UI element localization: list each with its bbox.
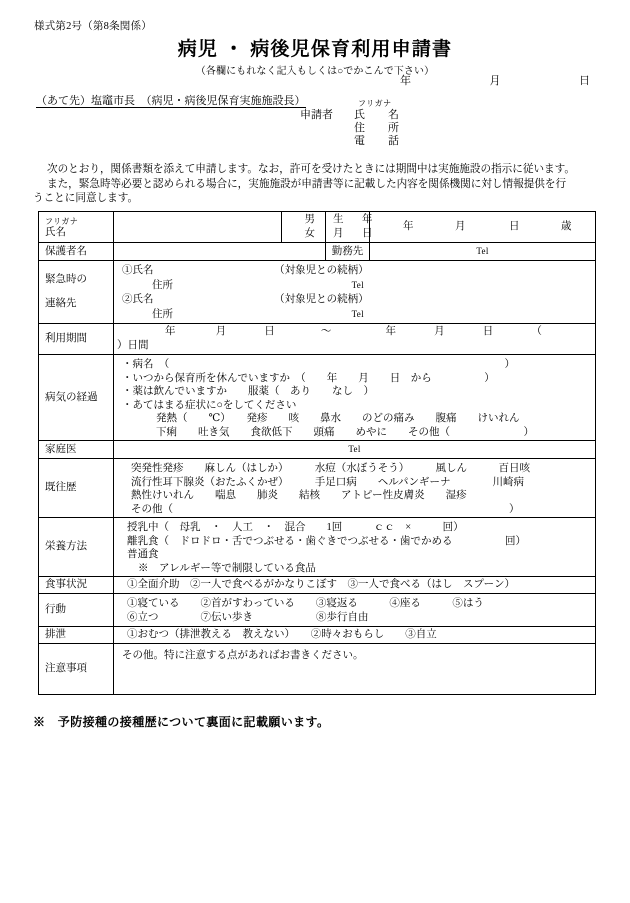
nutrition-row-1[interactable]: 授乳中（ 母乳 ・ 人工 ・ 混合 1回 ｃｃ × 回） — [127, 522, 464, 533]
applicant-block — [300, 100, 405, 148]
applicant-phone-row — [300, 135, 405, 148]
meal-row-1[interactable]: ①全面介助 ②一人で食べるがかなりこぼす ③一人で食べる（はし スプーン） — [127, 579, 515, 590]
page-subtitle: （各欄にもれなく記入もしくは○でかこんで下さい） — [195, 65, 435, 77]
history-row-4[interactable]: その他（ ） — [131, 503, 520, 515]
emergency-1-name-line — [122, 264, 592, 278]
period-label-cell: 利用期間 — [39, 324, 114, 355]
table-row-guardian — [39, 243, 596, 261]
period-count-close: ）日間 — [117, 340, 149, 351]
birthdate-input-cell[interactable] — [370, 212, 596, 243]
page-title: 病児 ・ 病後児保育利用申請書 — [177, 39, 453, 60]
illness-label-cell: 病気の経過 — [39, 355, 114, 441]
emergency-label-cell — [39, 261, 114, 324]
excretion-input-cell[interactable] — [114, 627, 596, 644]
guardian-name-input-cell[interactable] — [114, 243, 326, 261]
notes-row-1: その他。特に注意する点があればお書きください。 — [122, 650, 364, 661]
notes-label-cell: 注意事項 — [39, 644, 114, 695]
behavior-input-cell[interactable] — [114, 594, 596, 627]
applicant-furigana-label: フリガナ — [358, 99, 392, 108]
table-row-emergency-contact — [39, 261, 596, 324]
nutrition-input-cell[interactable] — [114, 518, 596, 577]
history-row-3[interactable]: 熱性けいれん 喘息 肺炎 結核 アトピー性皮膚炎 湿疹 — [131, 490, 467, 501]
guardian-tel-label: Tel — [476, 246, 489, 256]
table-row-excretion — [39, 627, 596, 644]
emergency-input-cell[interactable] — [114, 261, 596, 324]
nutrition-label-cell: 栄養方法 — [39, 518, 114, 577]
emergency-2-address-line — [122, 307, 592, 322]
date-entry-line — [400, 72, 590, 88]
gender-male-option[interactable]: 男 — [304, 214, 315, 225]
application-form-table — [38, 211, 596, 695]
addressee-line — [36, 92, 306, 108]
table-row-usage-period — [39, 324, 596, 355]
applicant-tag: 申請者 — [300, 109, 333, 121]
illness-symptoms-row-2[interactable]: 下痢 吐き気 食欲低下 頭痛 めやに その他（ ） — [156, 426, 534, 438]
date-month-label: 月 — [489, 75, 501, 87]
behavior-row-2[interactable]: ⑥立つ ⑦伝い歩き ⑧歩行自由 — [127, 612, 369, 623]
applicant-name-label: 氏 名 — [354, 109, 405, 121]
illness-disease-close: ） — [504, 359, 515, 370]
nutrition-row-2[interactable]: 離乳食（ ドロドロ・舌でつぶせる・歯ぐきでつぶせる・歯でかめる 回） — [127, 535, 526, 547]
form-number: 様式第2号（第8条関係） — [34, 21, 152, 32]
preamble-line-1: 次のとおり，関係書類を添えて申請します。なお，許可を受けたときには期間中は実施施設の指示に従います。 — [47, 164, 575, 175]
table-row-child-name — [39, 212, 596, 243]
birthdate-fields — [373, 220, 592, 234]
emergency-label-bottom: 連絡先 — [45, 298, 77, 309]
preamble-paragraph — [33, 163, 595, 207]
emergency-label-top: 緊急時の — [45, 274, 87, 285]
period-start-year: 年 — [165, 326, 176, 337]
applicant-name-row — [300, 109, 405, 122]
applicant-address-row — [300, 122, 405, 135]
history-input-cell[interactable] — [114, 459, 596, 518]
preamble-line-3: うことに同意します。 — [33, 193, 139, 204]
birth-day-label: 日 — [509, 221, 520, 232]
table-row-illness-progress — [39, 355, 596, 441]
child-name-input-cell[interactable] — [114, 212, 282, 243]
birthdate-label-bottom: 月 日 — [333, 228, 377, 239]
birth-month-label: 月 — [455, 221, 466, 232]
birth-age-label: 歳 — [561, 221, 572, 232]
footer-note: ※ 予防接種の接種歴について裏面に記載願います。 — [33, 715, 330, 729]
meal-input-cell[interactable] — [114, 577, 596, 594]
period-end-year: 年 — [385, 326, 396, 337]
period-start-day: 日 — [264, 326, 275, 337]
illness-absence-line: ・いつから保育所を休んでいますか （ 年 月 日 から ） — [122, 372, 495, 384]
applicant-address-label: 住 所 — [354, 122, 405, 134]
emergency-1-relation-label: （対象児との続柄） — [274, 265, 369, 276]
guardian-label-cell: 保護者名 — [39, 243, 114, 261]
emergency-1-address-line — [122, 278, 592, 293]
family-doctor-label-cell: 家庭医 — [39, 441, 114, 459]
emergency-1-tel-label: Tel — [351, 280, 364, 290]
excretion-label-cell: 排泄 — [39, 627, 114, 644]
child-furigana-label: フリガナ — [45, 216, 79, 226]
period-start-month: 月 — [215, 326, 227, 337]
date-year-label: 年 — [400, 75, 411, 87]
period-end-day: 日 — [482, 326, 494, 337]
emergency-2-name-line — [122, 293, 592, 307]
behavior-label-cell: 行動 — [39, 594, 114, 627]
meal-label-cell: 食事状況 — [39, 577, 114, 594]
excretion-row-1[interactable]: ①おむつ（排泄教える 教えない） ②時々おもらし ③自立 — [127, 629, 437, 640]
child-name-label-cell — [39, 212, 114, 243]
illness-symptoms-row-1[interactable]: 発熱（ ℃） 発疹 咳 鼻水 のどの痛み 腹痛 けいれん — [156, 413, 520, 424]
emergency-1-address-label: 住所 — [152, 280, 173, 291]
emergency-2-relation-label: （対象児との続柄） — [274, 294, 369, 305]
table-row-medical-history — [39, 459, 596, 518]
illness-disease-line — [122, 358, 592, 372]
date-day-label: 日 — [579, 75, 590, 87]
family-doctor-tel-label: Tel — [348, 444, 361, 454]
illness-symptom-head-line: ・あてはまる症状に○をしてください — [122, 399, 297, 411]
illness-medicine-line: ・薬は飲んでいますか 服薬（ あり なし ） — [122, 386, 374, 397]
period-count-open: （ — [531, 326, 542, 337]
behavior-row-1[interactable]: ①寝ている ②首がすわっている ③寝返る ④座る ⑤はう — [127, 598, 484, 609]
birth-year-label: 年 — [403, 221, 414, 232]
period-tilde: ～ — [320, 326, 332, 337]
notes-input-cell[interactable] — [114, 644, 596, 695]
illness-disease-label: ・病名 （ — [122, 359, 170, 370]
addressee-text: （あて先）塩竈市長 （病児・病後児保育実施施設長） — [36, 95, 306, 107]
child-name-label: 氏名 — [45, 226, 66, 238]
illness-input-cell[interactable] — [114, 355, 596, 441]
table-row-meal-status — [39, 577, 596, 594]
gender-female-option[interactable]: 女 — [304, 228, 315, 239]
preamble-line-2: また，緊急時等必要と認められる場合に，実施施設が申請書等に記載した内容を関係機関に対し情報提供を行 — [47, 178, 567, 190]
emergency-2-address-label: 住所 — [152, 309, 173, 320]
birthdate-label-top: 生 年 — [333, 214, 377, 225]
table-row-notes — [39, 644, 596, 695]
nutrition-row-4: ※ アレルギー等で制限している食品 — [138, 562, 316, 574]
emergency-1-name-label: ①氏名 — [122, 265, 154, 276]
applicant-phone-label: 電 話 — [354, 135, 405, 147]
emergency-2-name-label: ②氏名 — [122, 294, 154, 305]
period-input-cell[interactable] — [114, 324, 596, 355]
child-gender-cell[interactable] — [282, 212, 326, 243]
period-end-month: 月 — [434, 326, 445, 337]
history-row-2[interactable]: 流行性耳下腺炎（おたふくかぜ） 手足口病 ヘルパンギーナ 川崎病 — [131, 476, 525, 488]
history-label-cell: 既往歴 — [39, 459, 114, 518]
table-row-family-doctor — [39, 441, 596, 459]
birthdate-label-cell — [326, 212, 377, 243]
family-doctor-input-cell[interactable] — [114, 441, 596, 459]
emergency-2-tel-label: Tel — [351, 309, 364, 319]
workplace-label-cell: 勤務先 — [326, 243, 370, 261]
table-row-behavior — [39, 594, 596, 627]
history-row-1[interactable]: 突発性発疹 麻しん（はしか） 水痘（水ぼうそう） 風しん 百日咳 — [131, 463, 530, 474]
table-row-nutrition — [39, 518, 596, 577]
nutrition-row-3[interactable]: 普通食 — [127, 549, 159, 560]
workplace-input-cell[interactable] — [370, 243, 596, 261]
